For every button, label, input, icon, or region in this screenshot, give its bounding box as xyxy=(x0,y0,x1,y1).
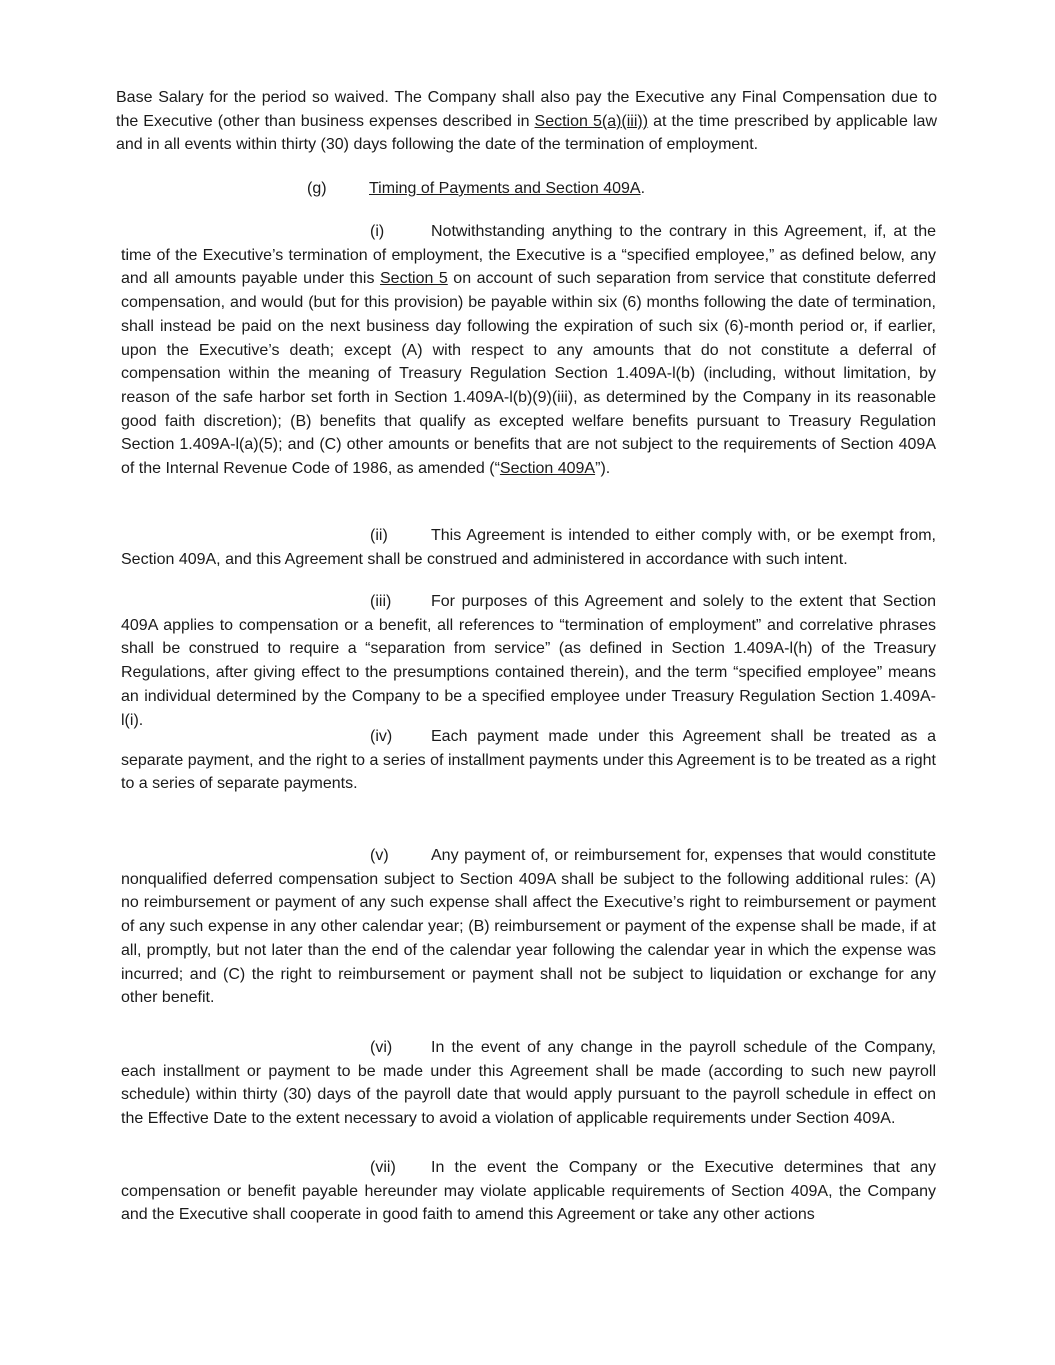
paragraph-v xyxy=(121,844,936,1010)
paragraph-i-text-2: on account of such separation from service that constitute deferred compensation, and would (but for this provision) be payable within six (6) months following the date of termination, shall instead be paid on the next business day following the expiration of such six (6)-month period or, if earlier, upon the Executive’s death; except (A) with respect to any amounts that do not constitute a deferral of compensation within the meaning of Treasury Regulation Section 1.409A-l(b) (including, without limitation, by reason of the safe harbor set forth in Section 1.409A-l(b)(9)(iii), as determined by the Company in its reasonable good faith discretion); (B) benefits that qualify as excepted welfare benefits pursuant to Treasury Regulation Section 1.409A-l(a)(5); and (C) other amounts or benefits that are not subject to the requirements of Section 409A of the Internal Revenue Code of 1986, as amended (“ xyxy=(121,270,937,478)
paragraph-vii-text: In the event the Company or the Executive determines that any compensation or benefit payable hereunder may violate applicable requirements of Section 409A, the Company and the Executive shall cooperate in good faith to amend this Agreement or take any other actions xyxy=(121,1159,936,1224)
paragraph-i-text-3: ”). xyxy=(595,460,611,478)
paragraph-iv-text: Each payment made under this Agreement shall be treated as a separate payment, and the right to a series of installment payments under this Agreement is to be treated as a right to a series of separate payments. xyxy=(121,728,936,793)
numeral-iv: (iv) xyxy=(370,728,393,745)
paragraph-vi-text: In the event of any change in the payroll schedule of the Company, each installment or payment to be made under this Agreement shall be made (according to such new payroll schedule) within thirty (30) days of the payroll date that would apply pursuant to the payroll schedule in effect on the Effective Date to the extent necessary to avoid a violation of applicable requirements under Section 409A. xyxy=(121,1039,936,1128)
paragraph-vii xyxy=(121,1156,936,1227)
paragraph-ii-text: This Agreement is intended to either comply with, or be exempt from, Section 409A, and this Agreement shall be construed and administered in accordance with such intent. xyxy=(121,527,936,568)
numeral-ii: (ii) xyxy=(370,527,388,544)
section-g-title-wrap xyxy=(369,177,645,201)
paragraph-v-text: Any payment of, or reimbursement for, expenses that would constitute nonqualified deferred compensation subject to Section 409A shall be subject to the following additional rules: (A) no reimbursement or payment of any such expense shall affect the Executive’s right to reimbursement or payment of any such expense in any other calendar year; (B) reimbursement or payment of the expense shall be made, if at all, promptly, but not later than the end of the calendar year following the calendar year in which the expense was incurred; and (C) the right to reimbursement or payment shall not be subject to liquidation or exchange for any other benefit. xyxy=(121,847,936,1007)
section-g-period: . xyxy=(640,180,646,197)
numeral-i: (i) xyxy=(370,223,385,240)
section-5-reference: Section 5 xyxy=(380,270,448,288)
section-g-title: Timing of Payments and Section 409A xyxy=(369,180,641,197)
paragraph-i-text-1: Notwithstanding anything to the contrary in this Agreement, if, at the time of the Executive’s termination of employment, the Executive is a “specified employee,” as defined below, any and all amounts payable under this xyxy=(121,223,936,288)
intro-paragraph xyxy=(116,86,937,157)
numeral-iii: (iii) xyxy=(370,593,392,610)
numeral-vii: (vii) xyxy=(370,1159,396,1176)
section-reference-5aiii: Section 5(a)(iii)) xyxy=(534,112,649,130)
section-g-number: (g) xyxy=(307,180,327,197)
intro-text-1: Base Salary for the period so waived. The Company shall also pay the Executive any Final Compensation due to the Executive (other than business expenses described in xyxy=(116,89,937,130)
numeral-v: (v) xyxy=(370,847,389,864)
paragraph-iv xyxy=(121,725,936,796)
intro-text-2: at the time prescribed by applicable law and in all events within thirty (30) days following the date of the termination of employment. xyxy=(116,112,938,154)
paragraph-iii-text: For purposes of this Agreement and solely to the extent that Section 409A applies to compensation or a benefit, all references to “termination of employment” and correlative phrases shall be construed to require a “separation from service” (as defined in Section 1.409A-l(h) of the Treasury Regulations, after giving effect to the presumptions contained therein), and the term “specified employee” means an individual determined by the Company to be a specified employee under Treasury Regulation Section 1.409A-l(i). xyxy=(121,593,936,729)
paragraph-i xyxy=(121,220,936,481)
paragraph-iii xyxy=(121,590,936,732)
section-409a-definition: Section 409A xyxy=(499,460,596,478)
numeral-vi: (vi) xyxy=(370,1039,393,1056)
paragraph-vi xyxy=(121,1036,936,1131)
paragraph-ii xyxy=(121,524,936,571)
